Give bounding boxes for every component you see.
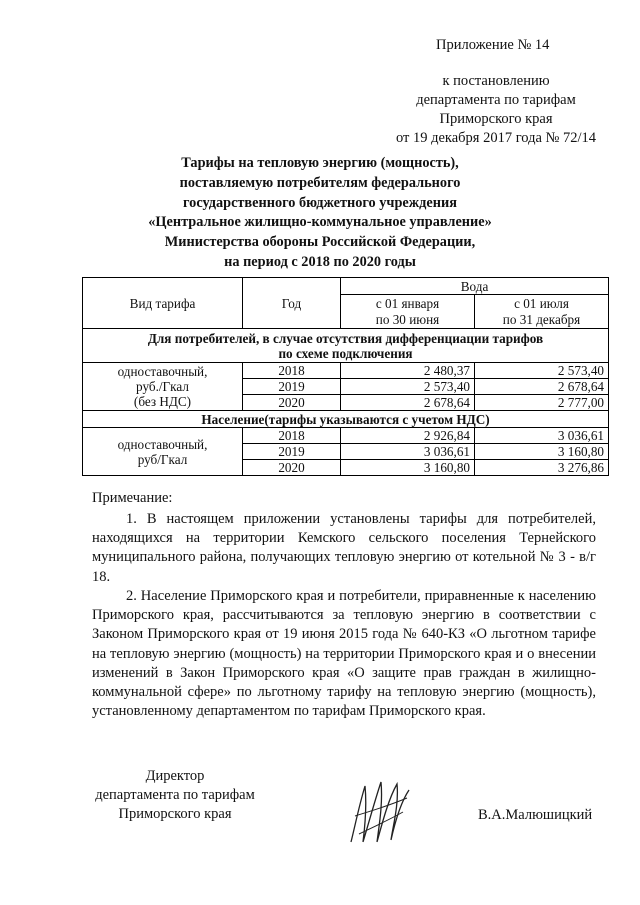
header-tariff-type: Вид тарифа xyxy=(83,278,243,329)
year-cell: 2019 xyxy=(243,444,341,460)
signatory-title-line: Приморского края xyxy=(118,806,232,822)
value-cell: 3 160,80 xyxy=(341,460,475,476)
value-cell: 2 777,00 xyxy=(475,395,609,411)
tariff-table xyxy=(82,277,609,476)
title-line: Министерства обороны Российской Федерации, xyxy=(164,234,476,251)
header-water: Вода xyxy=(341,278,609,295)
header-period-1b: по 30 июня xyxy=(341,312,475,329)
reference-line: к постановлению xyxy=(442,73,550,89)
signatory-title-line: департамента по тарифам xyxy=(95,787,255,803)
tariff-type-cell xyxy=(83,428,243,476)
section-header-consumers xyxy=(83,329,609,363)
header-period-2b: по 31 декабря xyxy=(475,312,609,329)
appendix-reference xyxy=(380,72,612,148)
title-line: на период с 2018 по 2020 годы xyxy=(224,253,416,270)
handwritten-signature xyxy=(345,776,415,848)
value-cell: 3 276,86 xyxy=(475,460,609,476)
notes-heading: Примечание: xyxy=(92,490,173,506)
tariff-type-line: (без НДС) xyxy=(133,394,192,409)
year-cell: 2019 xyxy=(243,379,341,395)
value-cell: 2 678,64 xyxy=(475,379,609,395)
title-line: государственного бюджетного учреждения xyxy=(183,194,457,211)
reference-line: от 19 декабря 2017 года № 72/14 xyxy=(395,130,597,146)
reference-line: департамента по тарифам xyxy=(416,92,576,108)
tariff-type-line: одноставочный, xyxy=(117,364,208,379)
year-cell: 2018 xyxy=(243,363,341,379)
title-line: Тарифы на тепловую энергию (мощность), xyxy=(181,155,459,171)
note-item-1 xyxy=(92,510,596,587)
year-cell: 2020 xyxy=(243,460,341,476)
header-period-1a: с 01 января xyxy=(341,295,475,312)
tariff-type-cell xyxy=(83,363,243,411)
signatory-name: В.А.Малюшицкий xyxy=(478,807,593,823)
note-text: 1. В настоящем приложении установлены тарифы для потребителей, находящихся на территории Кемского сельского поселения Тернейского муниципального района, получающих тепловую энергию от котельной № 3 - в/г 18. xyxy=(92,511,596,585)
note-item-2 xyxy=(92,587,596,721)
document-title xyxy=(90,154,550,273)
title-line: «Центральное жилищно-коммунальное управление» xyxy=(148,214,492,231)
value-cell: 3 036,61 xyxy=(475,428,609,444)
section-line: по схеме подключения xyxy=(278,345,413,361)
note-text: 2. Население Приморского края и потребители, приравненные к населению Приморского края, рассчитываются за тепловую энергию в соответствии с Законом Приморского края от 19 июня 2015 года № 640-КЗ «О льготном тарифе на тепловую энергию (мощность) на территории Приморского края и о внесении изменений в Закон Приморского края «О защите прав граждан в жилищно-коммунальной сфере» по льготному тарифу на тепловую энергию (мощность), установленному департаментом по тарифам Приморского края. xyxy=(92,588,596,720)
value-cell: 3 160,80 xyxy=(475,444,609,460)
section-header-population: Население(тарифы указываются с учетом НДС) xyxy=(83,411,609,428)
tariff-type-line: руб./Гкал xyxy=(136,379,189,394)
header-year: Год xyxy=(243,278,341,329)
value-cell: 2 926,84 xyxy=(341,428,475,444)
signatory-title xyxy=(80,767,270,824)
reference-line: Приморского края xyxy=(439,111,553,127)
section-line: Для потребителей, в случае отсутствия дифференциации тарифов xyxy=(147,330,544,346)
signatory-title-line: Директор xyxy=(145,768,205,784)
title-line: поставляемую потребителям федерального xyxy=(179,174,461,191)
year-cell: 2020 xyxy=(243,395,341,411)
tariff-type-line: руб/Гкал xyxy=(137,451,188,467)
value-cell: 2 480,37 xyxy=(341,363,475,379)
tariff-type-line: одноставочный, xyxy=(117,436,208,452)
value-cell: 3 036,61 xyxy=(341,444,475,460)
value-cell: 2 573,40 xyxy=(475,363,609,379)
appendix-number: Приложение № 14 xyxy=(436,37,550,53)
value-cell: 2 678,64 xyxy=(341,395,475,411)
year-cell: 2018 xyxy=(243,428,341,444)
value-cell: 2 573,40 xyxy=(341,379,475,395)
header-period-2a: с 01 июля xyxy=(475,295,609,312)
